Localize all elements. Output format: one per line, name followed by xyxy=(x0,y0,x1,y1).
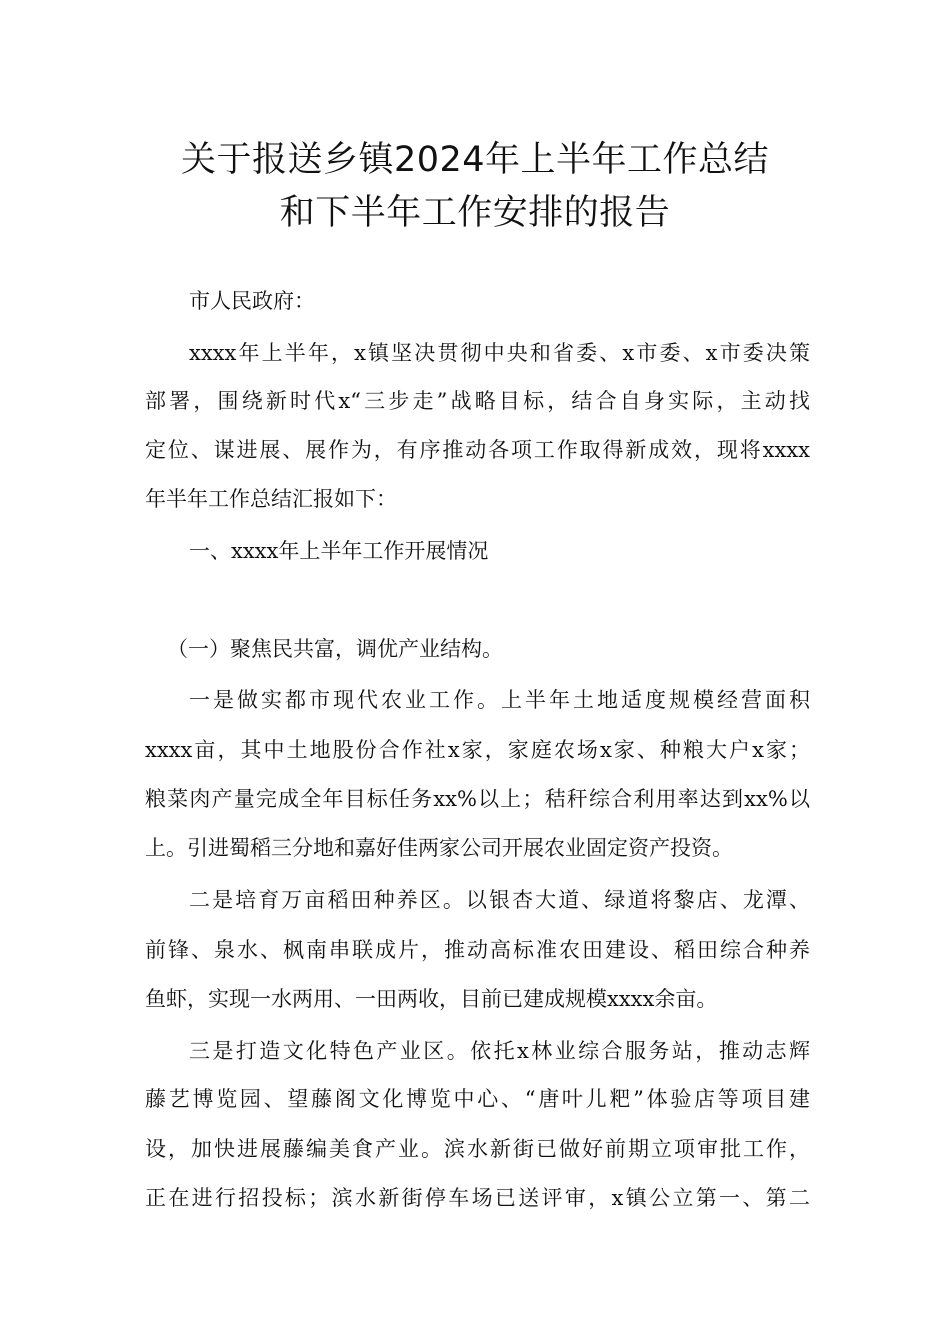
intro-line: 定位、谋进展、展作为，有序推动各项工作取得新成效，现将xxxx xyxy=(145,438,810,462)
paragraph-line: 一是做实都市现代农业工作。上半年土地适度规模经营面积 xyxy=(189,688,810,712)
section-heading: 一、xxxx年上半年工作开展情况 xyxy=(189,539,489,563)
paragraph-line: xxxx亩，其中土地股份合作社x家，家庭农场x家、种粮大户x家； xyxy=(145,738,810,762)
subsection-heading: （一）聚焦民共富，调优产业结构。 xyxy=(167,637,503,661)
document-title-line-2: 和下半年工作安排的报告 xyxy=(279,193,671,233)
intro-line: xxxx年上半年，x镇坚决贯彻中央和省委、x市委、x市委决策 xyxy=(189,341,810,365)
salutation: 市人民政府： xyxy=(189,289,315,313)
paragraph-line: 鱼虾，实现一水两用、一田两收，目前已建成规模xxxx余亩。 xyxy=(145,987,718,1011)
paragraph-line: 上。引进蜀稻三分地和嘉好佳两家公司开展农业固定资产投资。 xyxy=(145,836,733,860)
paragraph-line: 前锋、泉水、枫南串联成片，推动高标准农田建设、稻田综合种养 xyxy=(145,938,810,962)
paragraph-line: 三是打造文化特色产业区。依托x林业综合服务站，推动志辉 xyxy=(189,1039,810,1063)
paragraph-line: 二是培育万亩稻田种养区。以银杏大道、绿道将黎店、龙潭、 xyxy=(189,888,810,912)
paragraph-line: 设，加快进展藤编美食产业。滨水新街已做好前期立项审批工作， xyxy=(145,1137,810,1161)
paragraph-line: 粮菜肉产量完成全年目标任务xx%以上；秸秆综合利用率达到xx%以 xyxy=(145,787,810,811)
intro-line: 部署，围绕新时代x“三步走”战略目标，结合自身实际，主动找 xyxy=(145,389,810,413)
paragraph-line: 正在进行招投标；滨水新街停车场已送评审，x镇公立第一、第二 xyxy=(145,1186,810,1210)
document-title-line-1: 关于报送乡镇2024年上半年工作总结 xyxy=(180,140,770,180)
paragraph-line: 藤艺博览园、望藤阁文化博览中心、“唐叶儿粑”体验店等项目建 xyxy=(145,1087,810,1111)
intro-line: 年半年工作总结汇报如下： xyxy=(145,487,397,511)
